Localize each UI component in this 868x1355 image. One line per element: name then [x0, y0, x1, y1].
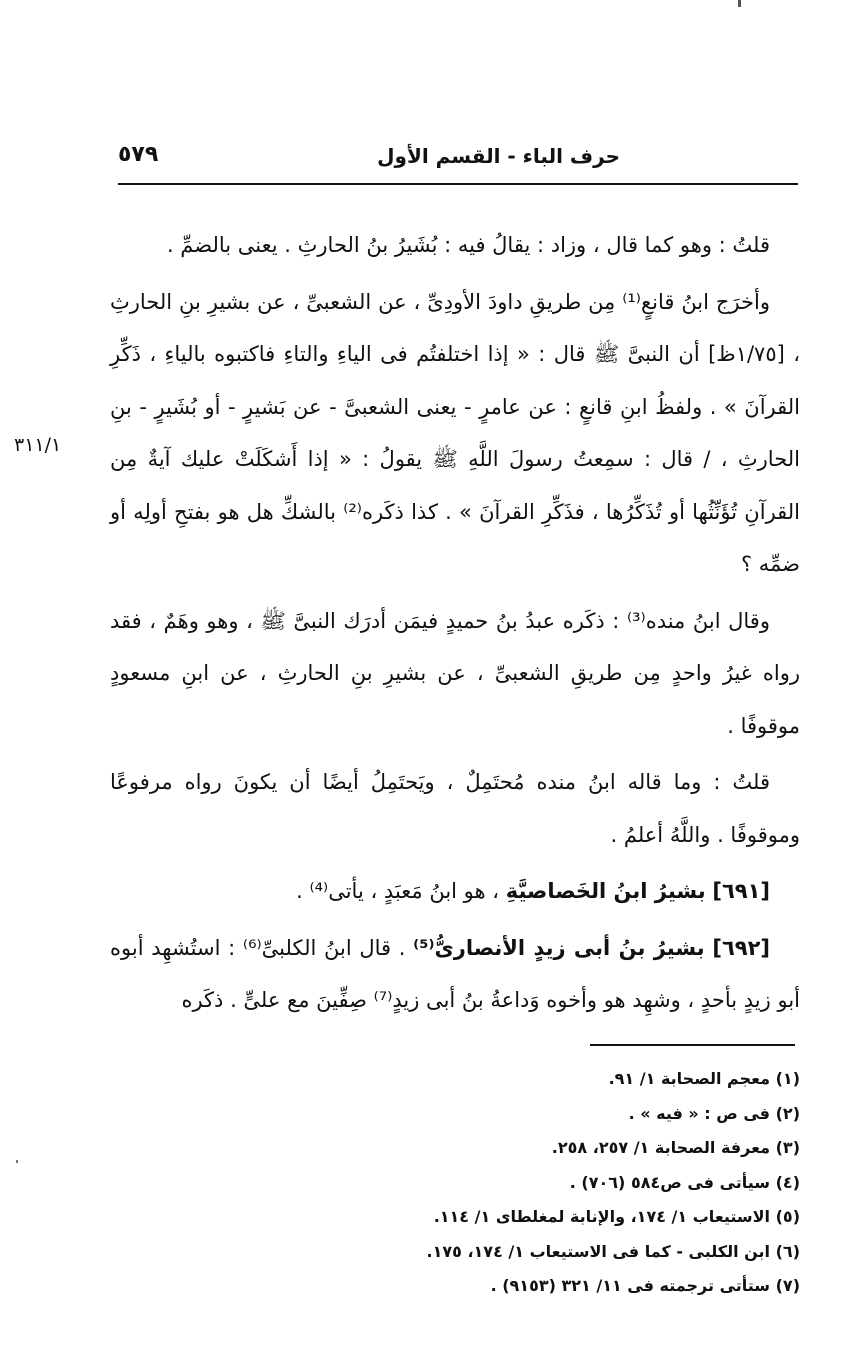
footnote-3: (٣) معرفة الصحابة ١/ ٢٥٧، ٢٥٨.	[551, 1138, 800, 1157]
running-header-title: حرف الباء - القسم الأول	[377, 144, 620, 168]
footnote-7: (٧) ستأتى ترجمته فى ١١/ ٣٢١ (٩١٥٣) .	[490, 1276, 800, 1295]
entry-692-name: بشيرُ بنُ أبى زيدٍ الأنصارىُّ⁽⁵⁾	[413, 935, 705, 960]
footnote-6: (٦) ابن الكلبى - كما فى الاستيعاب ١/ ١٧٤، ١٧٥.	[426, 1241, 800, 1261]
paragraph-4: قلتُ : وما قاله ابنُ منده مُحتَمِلٌ ، ويَحتَمِلُ أيضًا أن يكونَ رواه مرفوعًا وموقوفًا . واللَّهُ أعلمُ .	[110, 770, 800, 847]
running-header	[118, 142, 798, 186]
scan-speck	[16, 1160, 18, 1163]
entry-692	[110, 922, 800, 1027]
entry-691	[110, 865, 800, 918]
entry-692-number: [٦٩٢]	[712, 935, 770, 960]
paragraph-3: وقال ابنُ منده⁽³⁾ : ذكَره عبدُ بنُ حميدٍ فيمَن أدرَك النبىَّ ﷺ ، وهو وهَمٌ ، فقد رواه غيرُ واحدٍ مِن طريقِ الشعبىِّ ، عن بشيرِ بنِ الحارثِ ، عن ابنِ مسعودٍ موقوفًا .	[110, 608, 800, 738]
entry-691-text: ، هو ابنُ مَعبَدٍ ، يأتى⁽⁴⁾ .	[296, 879, 500, 903]
scan-mark	[738, 0, 741, 7]
footnote-rule	[590, 1044, 795, 1046]
entry-691-name: بشيرُ ابنُ الخَصاصيَّةِ	[505, 879, 706, 903]
paragraph-2: وأخرَج ابنُ قانعٍ⁽¹⁾ مِن طريقِ داودَ الأودِىِّ ، عن الشعبىِّ ، عن بشيرِ بنِ الحارثِ ، [١/٧٥ظ] أن النبىَّ ﷺ قال : « إذا اختلفتُم فى الياءِ والتاءِ فاكتبوه بالياءِ ، ذَكِّرِ القرآنَ » . ولفظُ ابنِ قانعٍ : عن عامرٍ - يعنى الشعبىَّ - عن بَشيرٍ - أو بُشَيرٍ - بنِ الحارثِ ، / قال : سمِعتُ رسولَ اللَّهِ ﷺ يقولُ : « إذا أَشكَلَتْ عليك آيةٌ مِن القرآنِ تُؤَنِّثُها أو تُذَكِّرُها ، فذَكِّرِ القرآنَ » . كذا ذكَره⁽²⁾ بالشكِّ هل هو بفتحِ أولِه أو ضمِّه ؟	[110, 289, 801, 576]
main-text	[110, 219, 800, 1027]
paragraph-1: قلتُ : وهو كما قال ، وزاد : يقالُ فيه : بُشَيرُ بنُ الحارثِ . يعنى بالضمِّ .	[166, 233, 770, 257]
footnote-2: (٢) فى ص : « فيه » .	[628, 1103, 800, 1123]
margin-reference: ٣١١/١	[14, 434, 62, 456]
footnote-4: (٤) سيأتى فى ص٥٨٤ (٧٠٦) .	[569, 1172, 800, 1192]
entry-692-text: . قال ابنُ الكلبىِّ⁽⁶⁾ : استُشهِد أبوه أبو زيدٍ بأحدٍ ، وشهِد هو وأخوه وَداعةُ بنُ أبى زيدٍ⁽⁷⁾ صِفِّينَ مع علىٍّ . ذكَره	[110, 935, 800, 1012]
footnote-1: (١) معجم الصحابة ١/ ٩١.	[608, 1069, 800, 1088]
entry-691-number: [٦٩١]	[712, 879, 770, 903]
footnote-5: (٥) الاستيعاب ١/ ١٧٤، والإنابة لمغلطاى ١/ ١١٤.	[433, 1207, 800, 1226]
header-rule	[118, 183, 798, 185]
footnotes	[110, 1062, 800, 1304]
page-number: ٥٧٩	[118, 142, 159, 167]
